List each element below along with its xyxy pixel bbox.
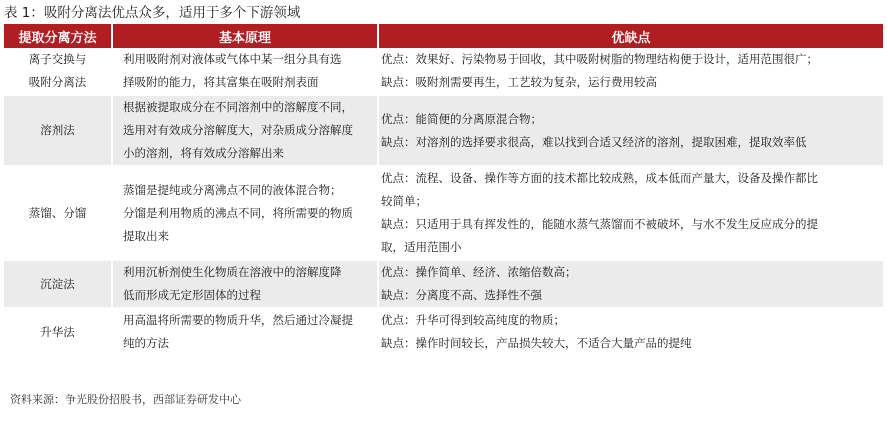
- method-name-line: 升华法: [40, 324, 75, 339]
- pros-cons-line: 缺点：分离度不高、选择性不强: [381, 288, 542, 302]
- principle-cell: [112, 48, 378, 95]
- comparison-table: [4, 24, 883, 357]
- principle-cell: [112, 260, 378, 308]
- pros-cons-line: 优点：升华可得到较高纯度的物质；: [381, 313, 565, 327]
- table-header-row: [4, 24, 883, 48]
- pros-cons-line: 缺点：操作时间较长，产品损失较大，不适合大量产品的提纯: [381, 336, 692, 350]
- pros-cons-cell: [378, 166, 883, 260]
- method-name-cell: [4, 95, 112, 166]
- principle-line: 利用沉析剂使生化物质在溶液中的溶解度降: [123, 265, 342, 279]
- principle-line: 分馏是利用物质的沸点不同，将所需要的物质: [123, 205, 353, 220]
- method-name-line: 吸附分离法: [28, 75, 87, 89]
- method-name-line: 沉淀法: [40, 276, 75, 291]
- pros-cons-line: 优点：能简便的分离原混合物；: [381, 111, 542, 126]
- principle-cell: [112, 95, 378, 166]
- pros-cons-cell: [378, 308, 883, 356]
- header-principle: 基本原理: [112, 24, 378, 48]
- principle-line: 根据被提取成分在不同溶剂中的溶解度不同，: [123, 100, 353, 114]
- pros-cons-cell: [378, 95, 883, 166]
- pros-cons-cell: [378, 48, 883, 95]
- principle-line: 纯的方法: [123, 336, 169, 350]
- pros-cons-line: 优点：操作简单、经济、浓缩倍数高；: [381, 265, 577, 279]
- pros-cons-line: 缺点：只适用于具有挥发性的，能随水蒸气蒸馏而不被破坏，与水不发生反应成分的提: [381, 217, 818, 231]
- method-name-cell: [4, 166, 112, 260]
- method-name-cell: [4, 260, 112, 308]
- source-note: 资料来源：争光股份招股书，西部证券研发中心: [10, 393, 241, 406]
- pros-cons-line: 缺点：对溶剂的选择要求很高，难以找到合适又经济的溶剂，提取困难，提取效率低: [381, 134, 807, 149]
- table-row: [4, 308, 883, 356]
- table-row: [4, 48, 883, 95]
- principle-cell: [112, 166, 378, 260]
- principle-line: 低而形成无定形固体的过程: [123, 288, 261, 302]
- table-title: 表 1：吸附分离法优点众多，适用于多个下游领域: [4, 5, 301, 21]
- header-pros-cons: 优缺点: [378, 24, 883, 48]
- pros-cons-line: 较简单；: [381, 194, 427, 208]
- method-name-cell: [4, 308, 112, 356]
- principle-line: 择吸附的能力，将其富集在吸附剂表面: [123, 75, 319, 89]
- principle-line: 用高温将所需要的物质升华，然后通过冷凝提: [123, 313, 353, 327]
- principle-cell: [112, 308, 378, 356]
- method-name-line: 离子交换与: [28, 52, 87, 66]
- principle-line: 提取出来: [123, 228, 169, 243]
- table-row: [4, 166, 883, 260]
- method-name-line: 蒸馏、分馏: [28, 205, 87, 220]
- principle-line: 小的溶剂，将有效成分溶解出来: [123, 146, 284, 160]
- pros-cons-line: 取，适用范围小: [381, 240, 462, 254]
- principle-line: 利用吸附剂对液体或气体中某一组分具有选: [123, 52, 342, 66]
- table-row: [4, 95, 883, 166]
- pros-cons-cell: [378, 260, 883, 308]
- pros-cons-line: 缺点：吸附剂需要再生，工艺较为复杂，运行费用较高: [381, 75, 657, 89]
- principle-line: 选用对有效成分溶解度大，对杂质成分溶解度: [123, 123, 353, 137]
- method-name-cell: [4, 48, 112, 95]
- pros-cons-line: 优点：效果好、污染物易于回收，其中吸附树脂的物理结构便于设计，适用范围很广；: [381, 52, 818, 66]
- pros-cons-line: 优点：流程、设备、操作等方面的技术都比较成熟，成本低而产量大，设备及操作都比: [381, 171, 818, 185]
- header-method: 提取分离方法: [4, 24, 112, 48]
- principle-line: 蒸馏是提纯或分离沸点不同的液体混合物；: [123, 182, 342, 197]
- table-row: [4, 260, 883, 308]
- method-name-line: 溶剂法: [40, 123, 75, 137]
